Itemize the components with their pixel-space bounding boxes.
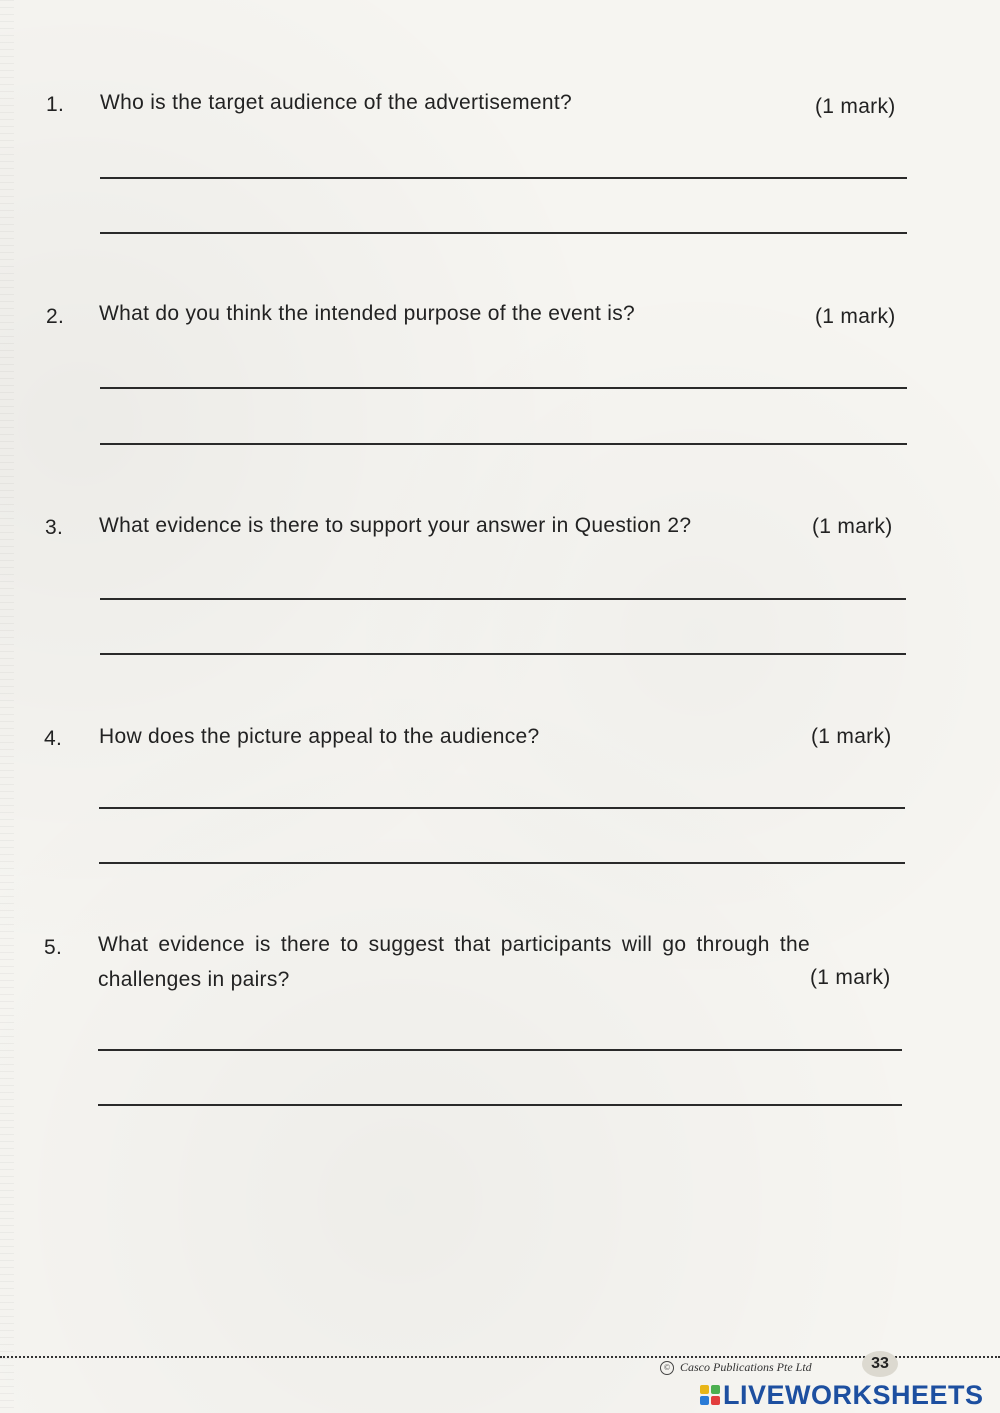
footer-divider bbox=[0, 1356, 1000, 1358]
page-number: 33 bbox=[862, 1351, 898, 1377]
liveworksheets-icon bbox=[700, 1385, 720, 1405]
question-number: 5. bbox=[44, 936, 63, 959]
answer-line[interactable] bbox=[99, 807, 905, 809]
answer-line[interactable] bbox=[100, 653, 906, 655]
answer-line[interactable] bbox=[100, 443, 907, 445]
question-number: 2. bbox=[46, 305, 65, 328]
question-text-line-1: What evidence is there to suggest that participants will go through the bbox=[98, 933, 811, 956]
liveworksheets-logo bbox=[700, 1381, 984, 1409]
question-number: 4. bbox=[44, 727, 63, 750]
question-marks: (1 mark) bbox=[815, 95, 896, 118]
answer-line[interactable] bbox=[100, 387, 907, 389]
question-number: 1. bbox=[46, 93, 65, 116]
copyright-icon: © bbox=[660, 1361, 674, 1375]
answer-line[interactable] bbox=[99, 862, 905, 864]
answer-line[interactable] bbox=[100, 598, 906, 600]
question-text-line-2: challenges in pairs? bbox=[98, 968, 290, 991]
copyright-text: Casco Publications Pte Ltd bbox=[680, 1360, 812, 1374]
question-marks: (1 mark) bbox=[810, 966, 891, 989]
question-text: How does the picture appeal to the audience? bbox=[99, 725, 540, 748]
answer-line[interactable] bbox=[100, 232, 907, 234]
question-marks: (1 mark) bbox=[815, 305, 896, 328]
footer-copyright bbox=[660, 1360, 812, 1375]
scan-edge bbox=[0, 0, 14, 1413]
question-text: What evidence is there to support your answer in Question 2? bbox=[99, 514, 692, 537]
answer-line[interactable] bbox=[98, 1104, 902, 1106]
question-text: What do you think the intended purpose of the event is? bbox=[99, 302, 636, 325]
liveworksheets-wordmark: LIVEWORKSHEETS bbox=[723, 1379, 984, 1410]
question-marks: (1 mark) bbox=[811, 725, 892, 748]
answer-line[interactable] bbox=[98, 1049, 902, 1051]
answer-line[interactable] bbox=[100, 177, 907, 179]
question-number: 3. bbox=[45, 516, 64, 539]
question-text: Who is the target audience of the advertisement? bbox=[100, 91, 573, 114]
question-marks: (1 mark) bbox=[812, 515, 893, 538]
